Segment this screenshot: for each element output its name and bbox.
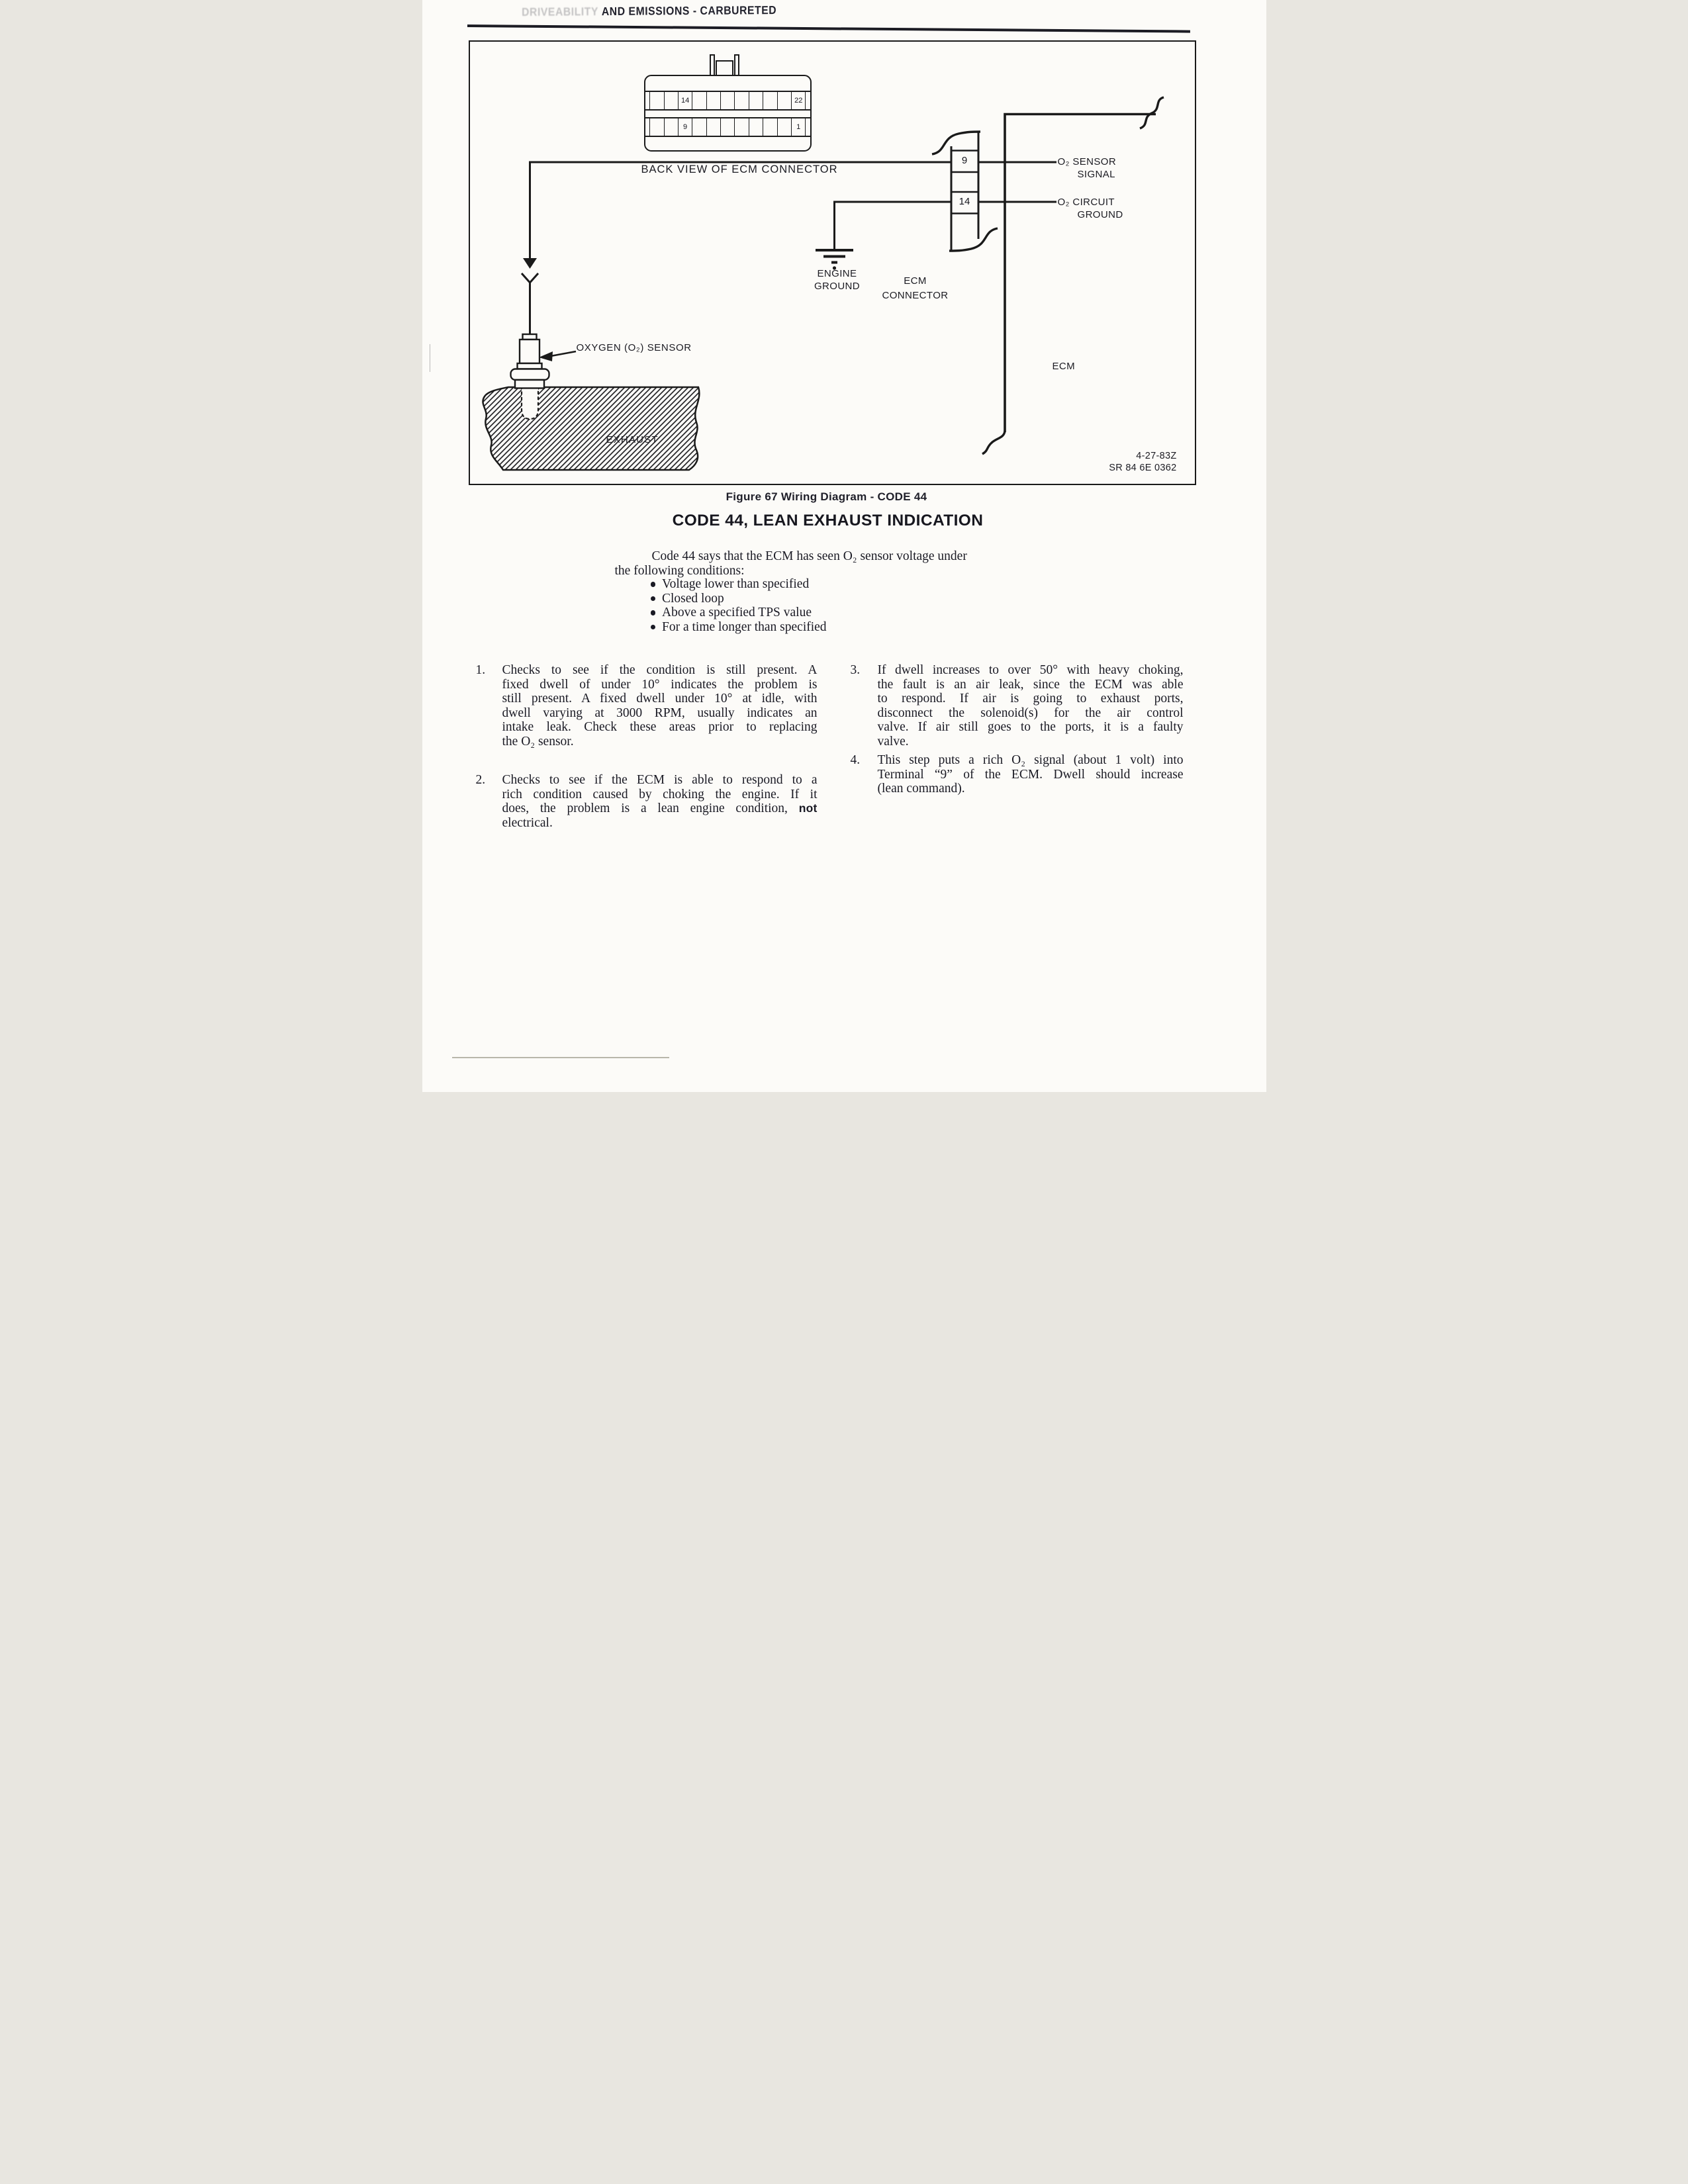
step-line: dwell varying at 3000 RPM, usually indicates an — [502, 705, 818, 720]
step-line: still present. A fixed dwell under 10° at idle, with — [502, 692, 818, 705]
scan-artifact-line — [452, 1057, 669, 1058]
connector-cell — [721, 118, 735, 136]
connector-row-bottom — [645, 117, 811, 138]
wiring-diagram-svg — [469, 40, 1194, 482]
conditions-list — [651, 577, 827, 634]
step-number: 2. — [475, 773, 486, 787]
connector-cell — [692, 92, 706, 110]
connector-row-top — [645, 91, 811, 111]
step-line: electrical. — [502, 815, 553, 830]
step-line: (lean command). — [877, 782, 965, 796]
step-4 — [851, 753, 1184, 796]
terminal-9: 9 — [961, 155, 968, 166]
header-faded-prefix: DRIVEABILITY — [521, 5, 598, 19]
connector-cell — [650, 92, 664, 110]
ecm-connector-back-view — [644, 75, 812, 152]
scan-artifact-line — [430, 344, 431, 372]
ecm-connector-label: ECM CONNECTOR — [882, 275, 949, 301]
oxygen-label-arrow — [551, 351, 576, 356]
connector-cell — [763, 118, 777, 136]
connector-latch-prong — [710, 54, 715, 75]
step-text — [502, 663, 818, 749]
connector-cell — [707, 118, 721, 136]
ground-symbol-icon — [816, 250, 853, 270]
step-3 — [851, 663, 1184, 749]
condition-text: Closed loop — [662, 591, 724, 606]
exhaust-manifold — [483, 387, 699, 470]
step-number: 1. — [475, 663, 486, 677]
connector-cell: 9 — [679, 118, 692, 136]
step-line: Checks to see if the condition is still present. A — [502, 663, 818, 677]
step-line: fixed dwell of under 10° indicates the problem is — [502, 677, 818, 692]
o2-signal-wire-left — [530, 162, 951, 259]
connector-cell — [665, 92, 679, 110]
bullet-dot-icon — [651, 596, 656, 602]
wire-break-bottom-icon — [982, 431, 1005, 454]
o2-circuit-ground-label: O₂ CIRCUIT GROUND — [1057, 197, 1123, 220]
connector-latch-tab — [716, 60, 733, 75]
scanned-manual-page — [422, 0, 1266, 1092]
oxygen-sensor-label: OXYGEN (O₂) SENSOR — [576, 342, 692, 353]
connector-cell — [778, 118, 792, 136]
connector-cell: 14 — [679, 92, 692, 110]
header-rule — [467, 24, 1190, 32]
connector-cell — [645, 92, 650, 110]
step-number: 4. — [850, 753, 861, 767]
step-text — [878, 753, 1184, 796]
condition-item — [651, 592, 827, 606]
step-line: rich condition caused by choking the engine. If it — [502, 787, 818, 801]
condition-text: For a time longer than specified — [662, 619, 827, 634]
section-heading: CODE 44, LEAN EXHAUST INDICATION — [672, 512, 984, 529]
connector-cell — [650, 118, 664, 136]
wire-break-top-right-icon — [1140, 97, 1164, 128]
step-line: Terminal “9” of the ECM. Dwell should increase — [877, 767, 1184, 782]
step-text — [878, 663, 1184, 749]
step-line: the O₂ sensor. — [502, 734, 574, 749]
step-text — [502, 773, 818, 830]
step-1 — [476, 663, 818, 749]
connector-cell — [707, 92, 721, 110]
condition-item — [651, 620, 827, 635]
terminal-14: 14 — [959, 196, 970, 207]
step-line: the fault is an air leak, since the ECM was able — [877, 677, 1184, 692]
intro-line: Code 44 says that the ECM has seen O₂ sensor voltage under — [651, 549, 967, 563]
connector-cell — [763, 92, 777, 110]
page-header-title — [522, 3, 776, 19]
connector-cell — [749, 92, 763, 110]
figure-caption: Figure 67 Wiring Diagram - CODE 44 — [726, 490, 927, 503]
ground-wire-left — [834, 202, 951, 250]
step-line: Checks to see if the ECM is able to respond to a — [502, 773, 818, 787]
step-number: 3. — [850, 663, 861, 677]
intro-line: the following conditions: — [614, 563, 745, 578]
bullet-dot-icon — [651, 610, 656, 615]
connector-cell: 22 — [792, 92, 806, 110]
oxygen-sensor — [510, 334, 549, 388]
step-2 — [476, 773, 818, 830]
condition-text: Above a specified TPS value — [662, 606, 812, 619]
connector-cell — [749, 118, 763, 136]
connector-cell — [806, 92, 810, 110]
ecm-connector-strip — [932, 132, 998, 251]
step-line: does, the problem is a lean engine condition, not — [502, 801, 818, 815]
step-line: valve. If air still goes to the ports, it is a faulty — [877, 720, 1184, 734]
header-title-text: AND EMISSIONS - CARBURETED — [601, 3, 776, 19]
condition-item — [651, 577, 827, 592]
connector-cell — [806, 118, 810, 136]
connector-cell — [735, 118, 749, 136]
step-line: valve. — [877, 734, 909, 749]
connector-cell — [721, 92, 735, 110]
intro-paragraph — [615, 549, 967, 578]
engine-ground-label: ENGINE GROUND — [814, 268, 861, 292]
figure-reference-codes: 4-27-83Z SR 84 6E 0362 — [1109, 451, 1177, 473]
connector-latch-prong — [734, 54, 739, 75]
step-line: If dwell increases to over 50° with heavy choking, — [877, 663, 1184, 677]
condition-text: Voltage lower than specified — [662, 577, 810, 591]
bullet-dot-icon — [651, 582, 656, 587]
connector-cell — [735, 92, 749, 110]
step-line: disconnect the solenoid(s) for the air control — [877, 705, 1184, 720]
ecm-label: ECM — [1052, 361, 1076, 372]
wire-break-chevron-icon — [522, 273, 538, 283]
exhaust-label: EXHAUST — [606, 434, 659, 445]
o2-sensor-signal-label: O₂ SENSOR SIGNAL — [1057, 156, 1117, 180]
connector-cell — [645, 118, 650, 136]
connector-cell — [692, 118, 706, 136]
connector-cell — [778, 92, 792, 110]
connector-cell: 1 — [792, 118, 806, 136]
sensor-thread-tip — [522, 386, 538, 419]
step-line: intake leak. Check these areas prior to replacing — [502, 720, 818, 734]
step-line: to respond. If air is going to exhaust ports, — [877, 692, 1184, 705]
oxygen-label-arrowhead-icon — [539, 351, 553, 361]
step-line: This step puts a rich O₂ signal (about 1 volt) into — [877, 753, 1184, 767]
bullet-dot-icon — [651, 625, 656, 630]
connector-caption: BACK VIEW OF ECM CONNECTOR — [641, 163, 838, 175]
connector-cell — [665, 118, 679, 136]
condition-item — [651, 606, 827, 620]
wire-arrowhead-icon — [523, 258, 537, 269]
